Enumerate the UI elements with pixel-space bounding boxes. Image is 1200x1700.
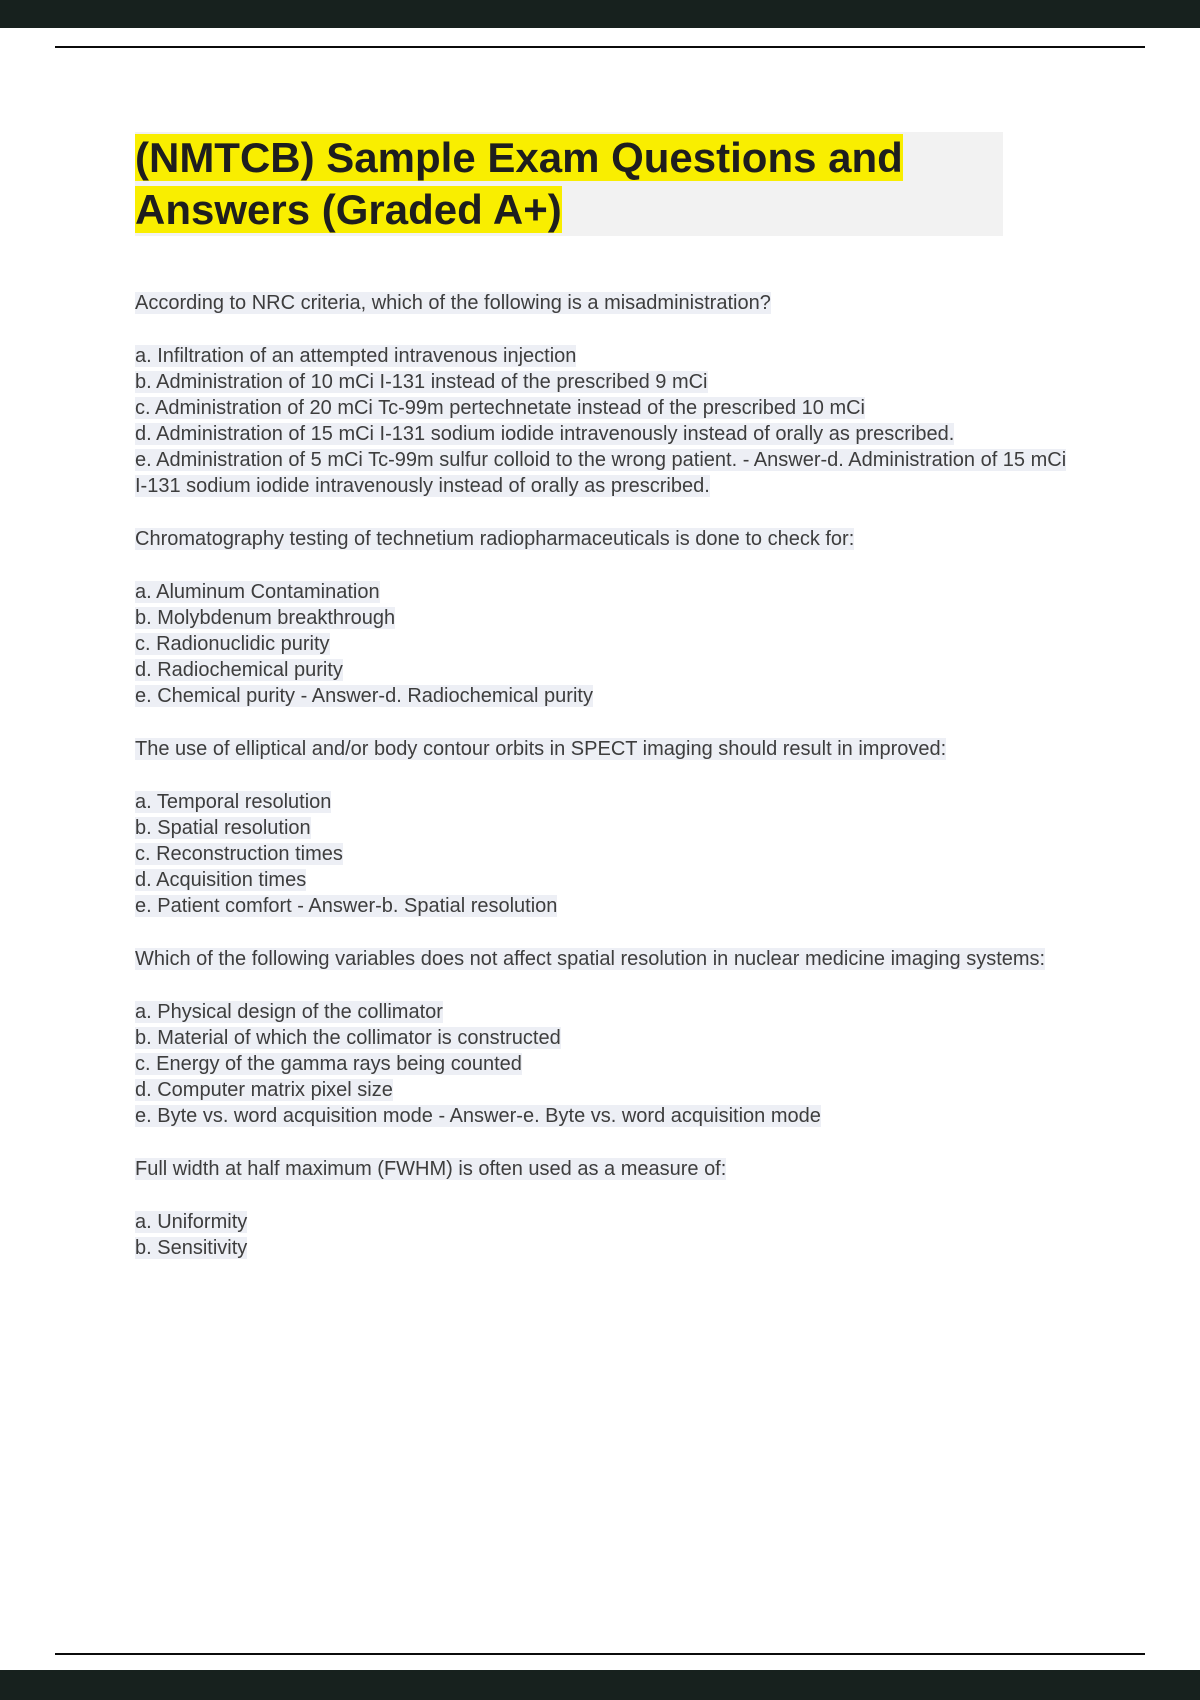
answer-option: e. Byte vs. word acquisition mode - Answer-e. Byte vs. word acquisition mode	[135, 1105, 821, 1127]
answer-option: c. Energy of the gamma rays being counted	[135, 1053, 522, 1075]
answer-option: b. Administration of 10 mCi I-131 instead of the prescribed 9 mCi	[135, 371, 708, 393]
answer-option: e. Administration of 5 mCi Tc-99m sulfur colloid to the wrong patient. - Answer-d. Administration of 15 mCi I-131 sodium iodide intravenously instead of orally as prescribed.	[135, 449, 1067, 497]
answer-option: a. Infiltration of an attempted intravenous injection	[135, 345, 577, 367]
bottom-border-bar	[0, 1670, 1200, 1700]
question-text: Which of the following variables does not affect spatial resolution in nuclear medicine imaging systems:	[135, 948, 1046, 970]
page-title	[135, 132, 1003, 236]
question-text: The use of elliptical and/or body contour orbits in SPECT imaging should result in improved:	[135, 738, 947, 760]
question-block-4	[135, 946, 1067, 1129]
question-block-3	[135, 736, 1067, 919]
options-list	[135, 343, 1067, 499]
top-border-bar	[0, 0, 1200, 28]
answer-option: a. Aluminum Contamination	[135, 581, 380, 603]
answer-option: d. Computer matrix pixel size	[135, 1079, 393, 1101]
answer-option: b. Molybdenum breakthrough	[135, 607, 396, 629]
options-list	[135, 789, 1067, 919]
options-list	[135, 999, 1067, 1129]
answer-option: a. Physical design of the collimator	[135, 1001, 443, 1023]
top-rule	[55, 46, 1145, 48]
title-line-1: (NMTCB) Sample Exam Questions and	[135, 134, 903, 181]
document-content	[135, 132, 1067, 1288]
answer-option: e. Patient comfort - Answer-b. Spatial resolution	[135, 895, 558, 917]
answer-option: d. Radiochemical purity	[135, 659, 343, 681]
answer-option: d. Administration of 15 mCi I-131 sodium iodide intravenously instead of orally as prescribed.	[135, 423, 955, 445]
question-text: Chromatography testing of technetium radiopharmaceuticals is done to check for:	[135, 528, 855, 550]
answer-option: b. Sensitivity	[135, 1237, 248, 1259]
answer-option: e. Chemical purity - Answer-d. Radiochemical purity	[135, 685, 593, 707]
answer-option: c. Administration of 20 mCi Tc-99m pertechnetate instead of the prescribed 10 mCi	[135, 397, 865, 419]
question-block-1	[135, 290, 1067, 499]
answer-option: c. Radionuclidic purity	[135, 633, 330, 655]
answer-option: d. Acquisition times	[135, 869, 307, 891]
question-text: Full width at half maximum (FWHM) is often used as a measure of:	[135, 1158, 727, 1180]
answer-option: b. Material of which the collimator is constructed	[135, 1027, 561, 1049]
options-list	[135, 579, 1067, 709]
question-block-5	[135, 1156, 1067, 1261]
title-line-2: Answers (Graded A+)	[135, 186, 562, 233]
answer-option: c. Reconstruction times	[135, 843, 343, 865]
bottom-rule	[55, 1653, 1145, 1655]
answer-option: a. Temporal resolution	[135, 791, 332, 813]
question-block-2	[135, 526, 1067, 709]
answer-option: a. Uniformity	[135, 1211, 248, 1233]
title-block	[135, 132, 1003, 236]
answer-option: b. Spatial resolution	[135, 817, 311, 839]
question-text: According to NRC criteria, which of the following is a misadministration?	[135, 292, 771, 314]
options-list	[135, 1209, 1067, 1261]
